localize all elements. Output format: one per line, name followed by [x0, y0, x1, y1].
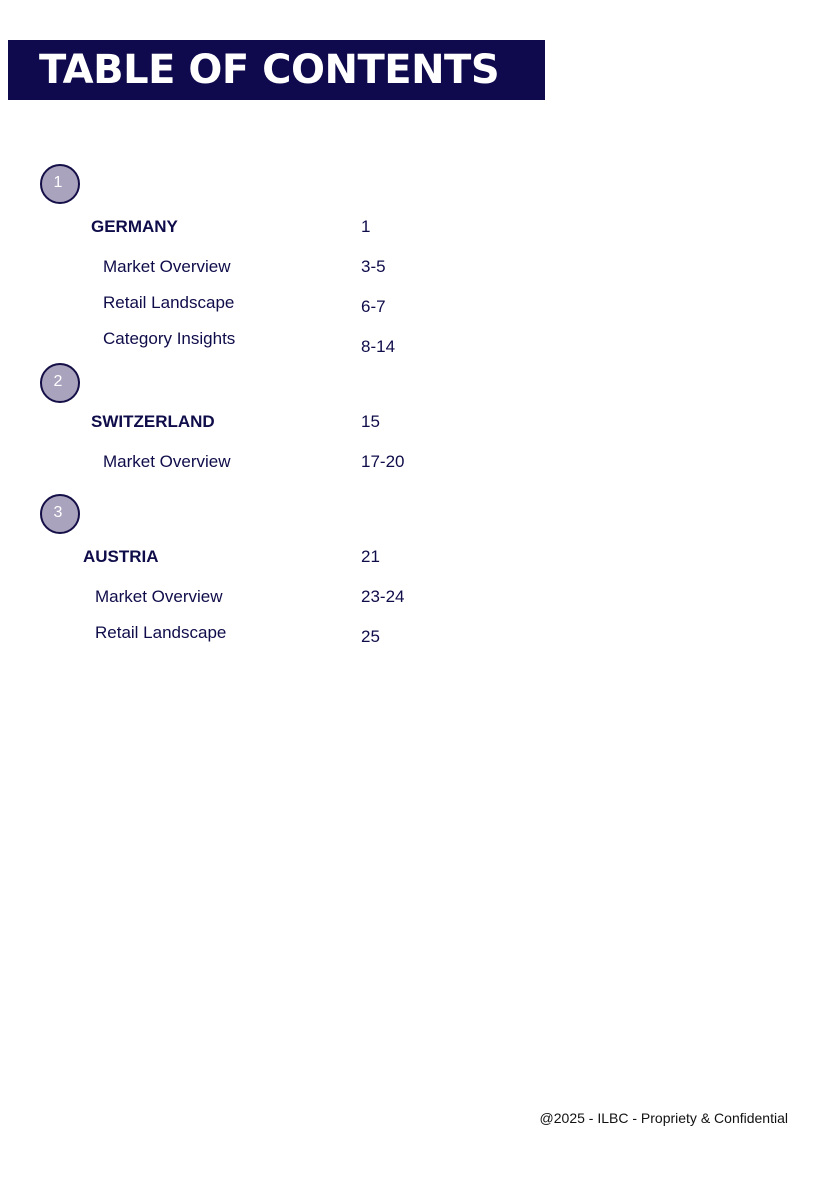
toc-page-range: 6-7 — [361, 297, 386, 316]
toc-item-market-overview[interactable]: Market Overview — [95, 587, 223, 606]
section-number-badge: 1 — [40, 164, 80, 204]
toc-page-range: 3-5 — [361, 257, 386, 276]
toc-page-number: 1 — [361, 217, 371, 236]
title-banner — [8, 40, 545, 100]
toc-page-number: 21 — [361, 547, 380, 566]
page-title: TABLE OF CONTENTS — [39, 47, 500, 93]
toc-item-market-overview[interactable]: Market Overview — [103, 452, 231, 471]
toc-item-retail-landscape[interactable]: Retail Landscape — [95, 623, 227, 642]
toc-page-range: 17-20 — [361, 452, 405, 471]
toc-page-number: 15 — [361, 412, 380, 431]
toc-country-germany[interactable]: GERMANY — [91, 217, 178, 236]
section-number-badge: 3 — [40, 494, 80, 534]
toc-page-range: 8-14 — [361, 337, 396, 356]
toc-country-switzerland[interactable]: SWITZERLAND — [91, 412, 215, 431]
section-number-badge: 2 — [40, 363, 80, 403]
toc-item-category-insights[interactable]: Category Insights — [103, 329, 236, 348]
toc-page-range: 23-24 — [361, 587, 405, 606]
footer-copyright: @2025 - ILBC - Propriety & Confidential — [539, 1110, 788, 1126]
toc-country-austria[interactable]: AUSTRIA — [83, 547, 159, 566]
toc-item-retail-landscape[interactable]: Retail Landscape — [103, 293, 235, 312]
toc-page-range: 25 — [361, 627, 380, 646]
toc-item-market-overview[interactable]: Market Overview — [103, 257, 231, 276]
